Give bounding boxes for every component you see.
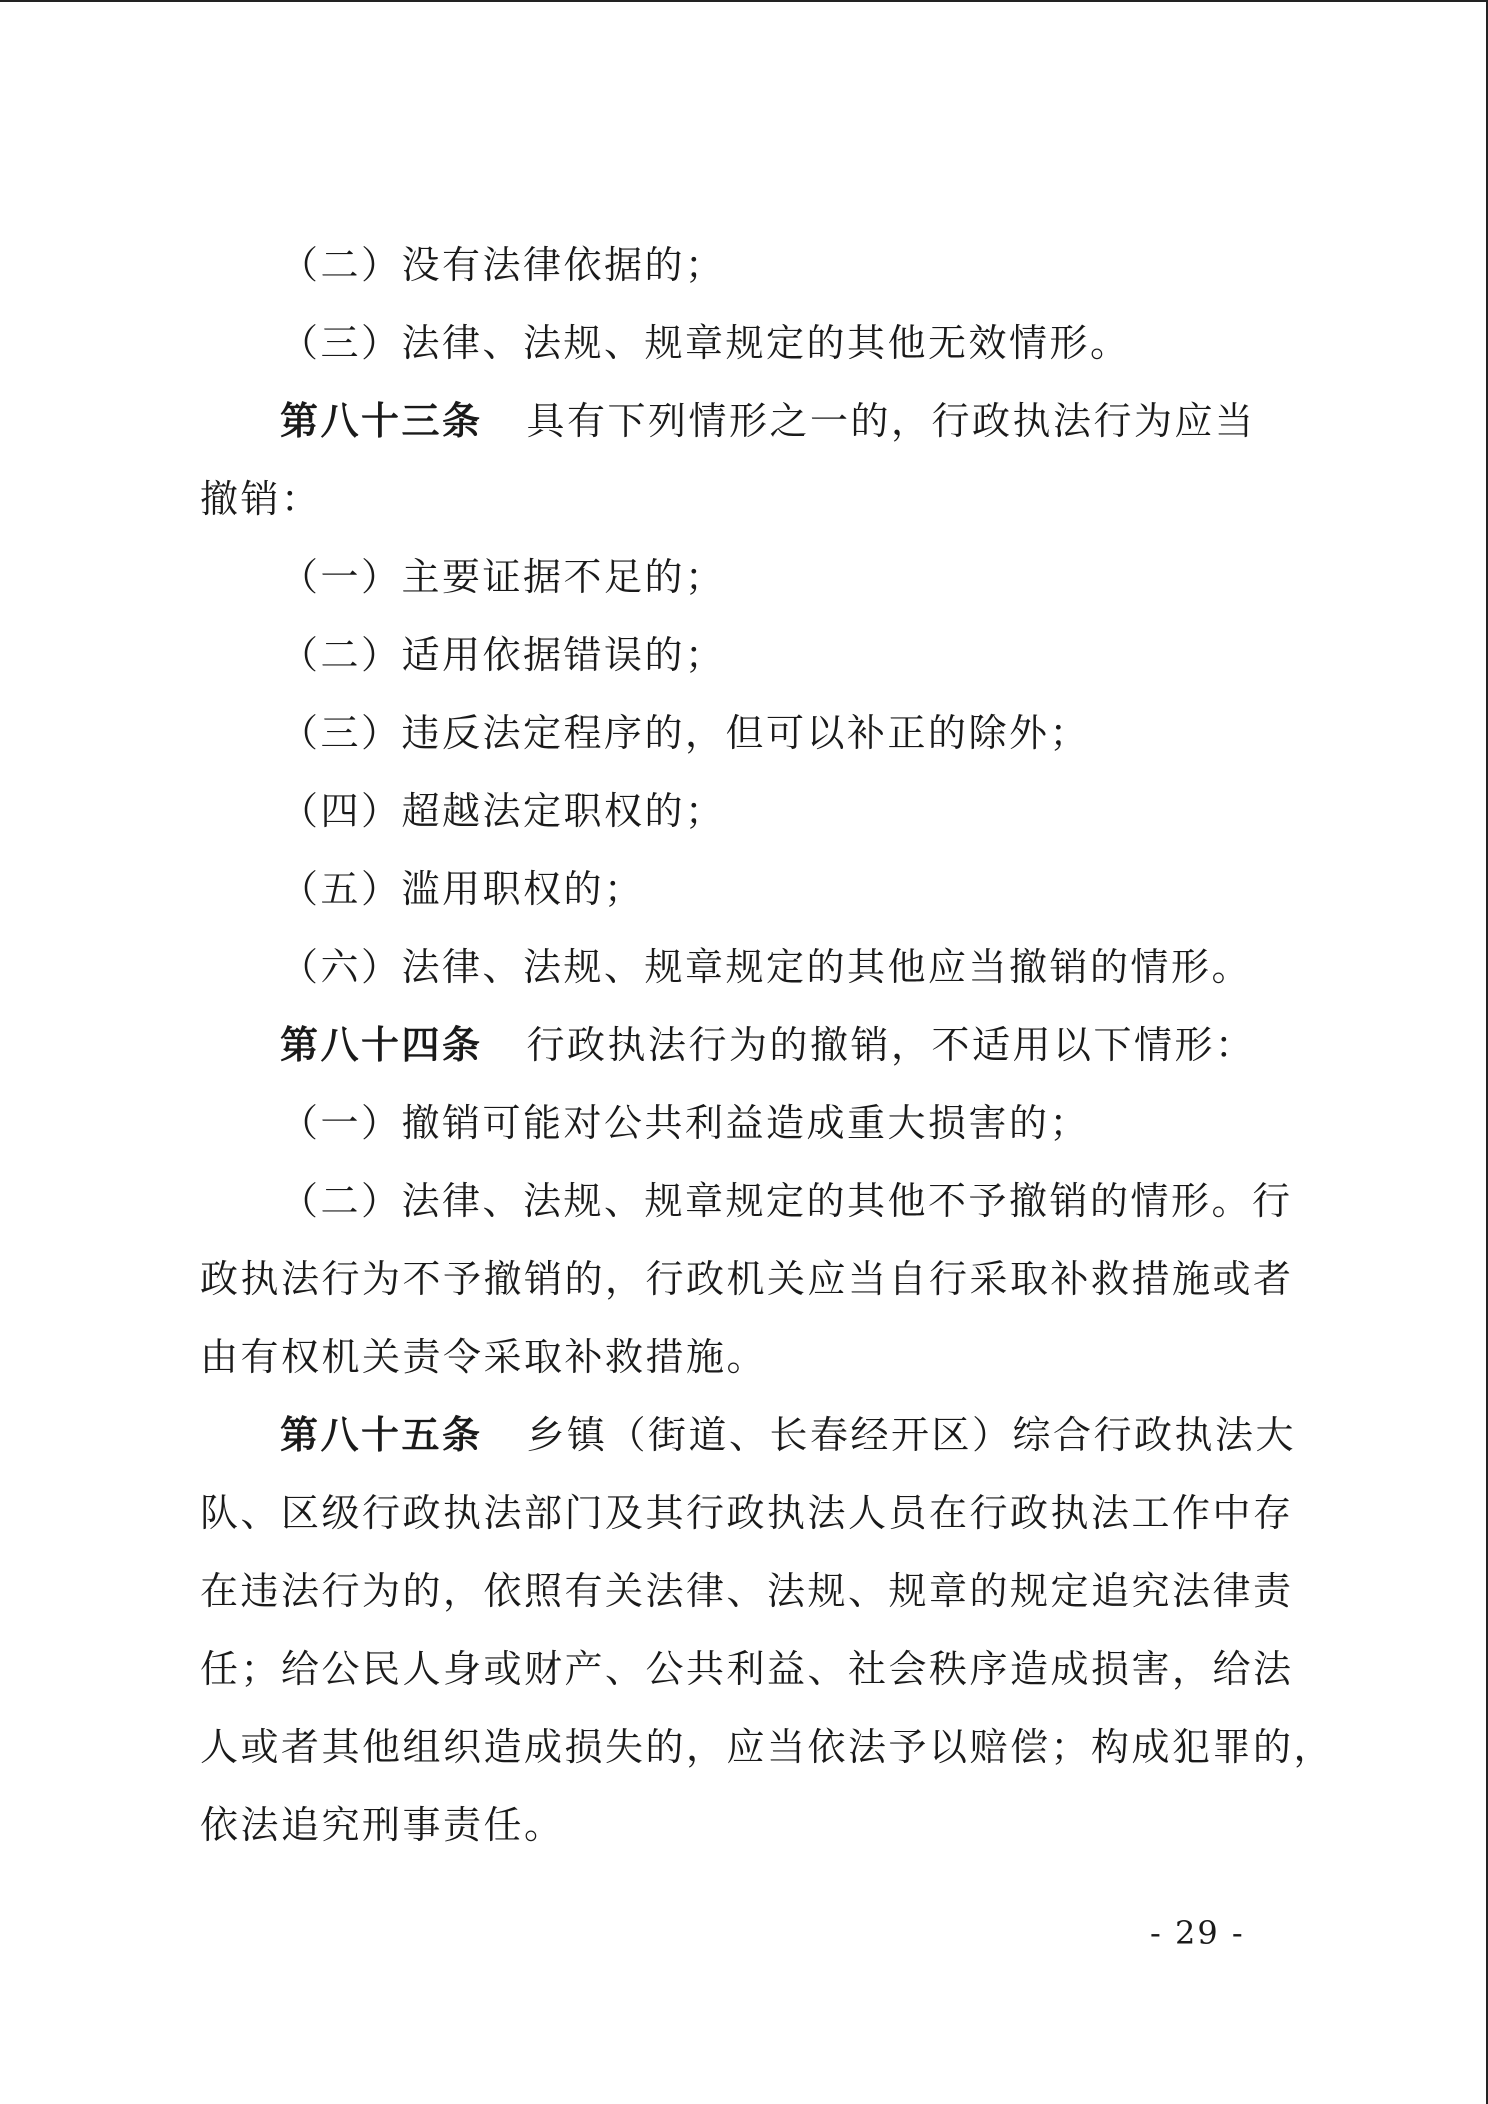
text-line: [200, 1162, 1293, 1240]
article-number: 第八十五条: [280, 1412, 483, 1457]
text-line: [200, 1786, 1290, 1864]
line-text: （三）法律、法规、规章规定的其他无效情形。: [280, 321, 1131, 365]
line-text: 具有下列情形之一的，行政执法行为应当: [526, 399, 1256, 443]
text-line: [200, 616, 1290, 694]
line-text: （二）适用依据错误的；: [280, 633, 726, 677]
line-text: （六）法律、法规、规章规定的其他应当撤销的情形。: [280, 945, 1253, 989]
text-line: [200, 850, 1290, 928]
article-number: 第八十三条: [280, 398, 483, 443]
text-line: [200, 1084, 1290, 1162]
text-line: [200, 460, 1290, 538]
text-line: [200, 1240, 1294, 1318]
line-text: 人或者其他组织造成损失的，应当依法予以赔偿；构成犯罪的，: [200, 1725, 1335, 1769]
line-text: 在违法行为的，依照有关法律、法规、规章的规定追究法律责: [200, 1569, 1294, 1613]
text-line: [200, 538, 1290, 616]
article-number: 第八十四条: [280, 1022, 483, 1067]
line-text: 政执法行为不予撤销的，行政机关应当自行采取补救措施或者: [200, 1257, 1294, 1301]
line-text: 行政执法行为的撤销，不适用以下情形：: [526, 1023, 1256, 1067]
line-text: 队、区级行政执法部门及其行政执法人员在行政执法工作中存: [200, 1491, 1294, 1535]
text-line: [200, 1318, 1290, 1396]
line-text: 由有权机关责令采取补救措施。: [200, 1335, 768, 1379]
article-line: [200, 1006, 1290, 1084]
line-text: （五）滥用职权的；: [280, 867, 645, 911]
text-line: [200, 1552, 1294, 1630]
text-line: [200, 694, 1290, 772]
line-text: 依法追究刑事责任。: [200, 1803, 565, 1847]
line-text: （二）法律、法规、规章规定的其他不予撤销的情形。行: [280, 1179, 1293, 1223]
article-line: [200, 382, 1290, 460]
article-line: [200, 1396, 1297, 1474]
text-line: [200, 304, 1290, 382]
line-text: 乡镇（街道、长春经开区）综合行政执法大: [526, 1413, 1297, 1457]
document-body: [200, 226, 1335, 1864]
line-text: （三）违反法定程序的，但可以补正的除外；: [280, 711, 1091, 755]
text-line: [200, 1630, 1294, 1708]
text-line: [200, 226, 1290, 304]
line-text: （一）撤销可能对公共利益造成重大损害的；: [280, 1101, 1091, 1145]
text-line: [200, 1474, 1294, 1552]
line-text: （四）超越法定职权的；: [280, 789, 726, 833]
text-line: [200, 928, 1290, 1006]
line-text: （一）主要证据不足的；: [280, 555, 726, 599]
line-text: （二）没有法律依据的；: [280, 243, 726, 287]
line-text: 任；给公民人身或财产、公共利益、社会秩序造成损害，给法: [200, 1647, 1294, 1691]
text-line: [200, 1708, 1335, 1786]
text-line: [200, 772, 1290, 850]
line-text: 撤销：: [200, 477, 322, 521]
page-number: - 29 -: [1150, 1914, 1245, 1952]
